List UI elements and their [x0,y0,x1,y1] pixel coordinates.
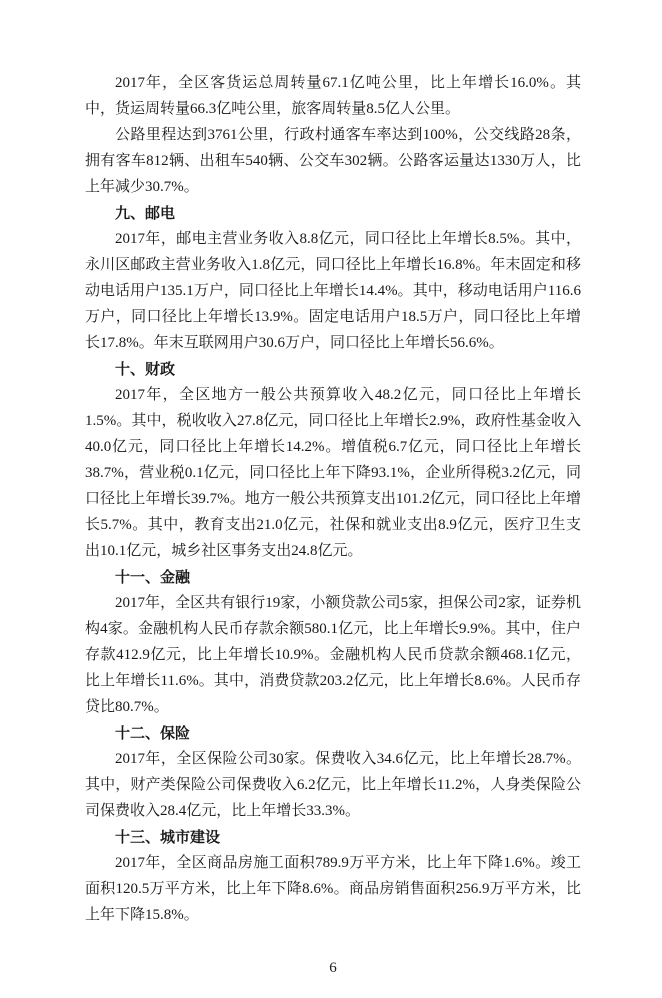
heading-insurance: 十二、保险 [115,724,191,742]
paragraph-finance: 2017年，全区地方一般公共预算收入48.2亿元，同口径比上年增长1.5%。其中，税收收入27.8亿元，同口径比上年增长2.9%，政府性基金收入40.0亿元，同口径比上年增长14.2%。增值税6.7亿元，同口径比上年增长38.7%，营业税0.1亿元，同口径比上年下降93.1%，企业所得税3.2亿元，同口径比上年增长39.7%。地方一般公共预算支出101.2亿元，同口径比上年增长5.7%。其中，教育支出21.0亿元，社保和就业支出8.9亿元，医疗卫生支出10.1亿元，城乡社区事务支出24.8亿元。 [85,387,581,559]
paragraph-banking: 2017年，全区共有银行19家，小额贷款公司5家，担保公司2家，证券机构4家。金融机构人民币存款余额580.1亿元，比上年增长9.9%。其中，住户存款412.9亿元，比上年增长10.9%。金融机构人民币贷款余额468.1亿元，比上年增长11.6%。其中，消费贷款203.2亿元，比上年增长8.6%。人民币存贷比80.7%。 [85,595,581,715]
paragraph-transport-turnover: 2017年，全区客货运总周转量67.1亿吨公里，比上年增长16.0%。其中，货运周转量66.3亿吨公里，旅客周转量8.5亿人公里。 [85,75,581,117]
heading-banking: 十一、金融 [115,568,191,586]
document-body [85,70,581,928]
page-number: 6 [329,960,337,976]
paragraph-insurance: 2017年，全区保险公司30家。保费收入34.6亿元，比上年增长28.7%。其中，财产类保险公司保费收入6.2亿元，比上年增长11.2%，人身类保险公司保费收入28.4亿元，比上年增长33.3%。 [85,751,581,819]
heading-finance: 十、财政 [115,360,176,378]
heading-urban-construction: 十三、城市建设 [115,828,221,846]
paragraph-highway: 公路里程达到3761公里，行政村通客车率达到100%，公交线路28条，拥有客车812辆、出租车540辆、公交车302辆。公路客运量达1330万人，比上年减少30.7%。 [85,127,581,195]
heading-post-telecom: 九、邮电 [115,204,176,222]
paragraph-urban-construction: 2017年，全区商品房施工面积789.9万平方米，比上年下降1.6%。竣工面积120.5万平方米，比上年下降8.6%。商品房销售面积256.9万平方米，比上年下降15.8%。 [85,855,581,923]
paragraph-post-telecom: 2017年，邮电主营业务收入8.8亿元，同口径比上年增长8.5%。其中，永川区邮政主营业务收入1.8亿元，同口径比上年增长16.8%。年末固定和移动电话用户135.1万户，同口径比上年增长14.4%。其中，移动电话用户116.6万户，同口径比上年增长13.9%。固定电话用户18.5万户，同口径比上年增长17.8%。年末互联网用户30.6万户，同口径比上年增长56.6%。 [85,231,581,351]
